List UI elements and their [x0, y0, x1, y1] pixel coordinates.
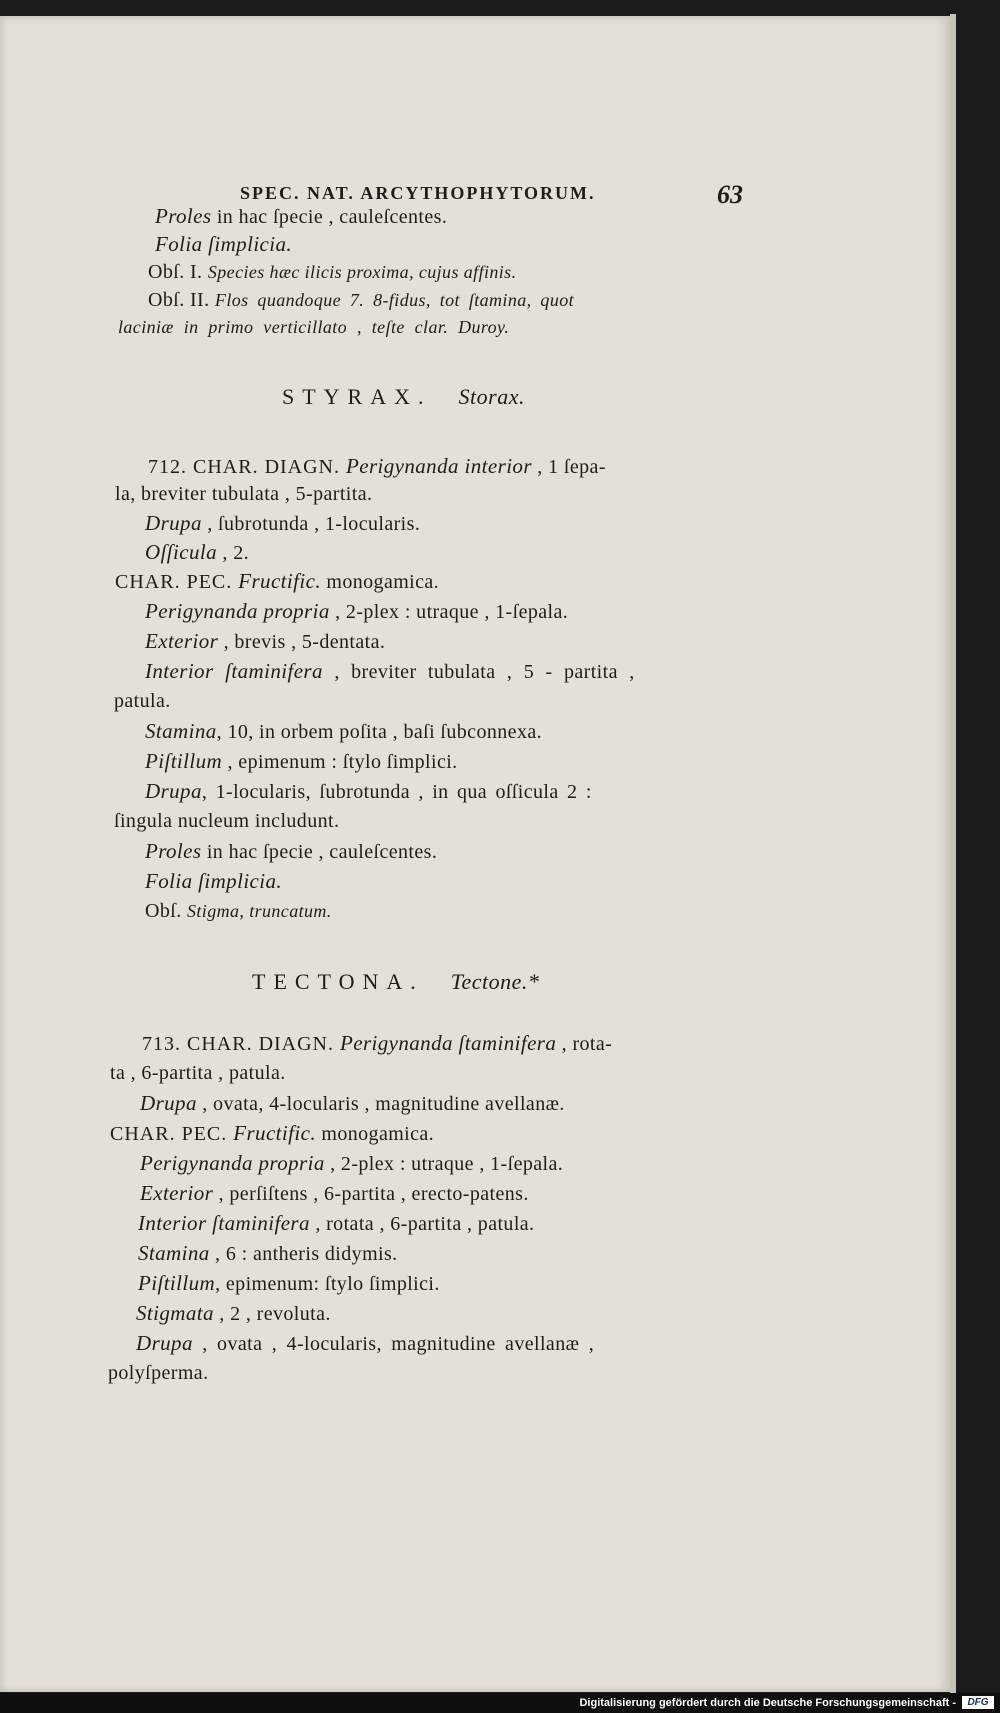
section-heading-tectona: TECTONA. Tectone.*	[252, 969, 540, 994]
page-number: 63	[717, 180, 743, 209]
text-line: Piſtillum, epimenum: ſtylo ſimplici.	[138, 1271, 440, 1295]
book-page	[0, 16, 950, 1692]
text-line: Perigynanda propria , 2-plex : utraque , 1-ſepala.	[145, 599, 569, 623]
text-line: Folia ſimplicia.	[155, 232, 293, 256]
text-line: Drupa , ovata, 4-locularis , magnitudine avellanæ.	[140, 1091, 565, 1115]
text-line: la, breviter tubulata , 5-partita.	[115, 483, 373, 505]
text-line: 712. CHAR. DIAGN. Perigynanda interior , 1 ſepa-	[148, 454, 606, 478]
text-line: Obſ. I. Species hæc ilicis proxima, cujus affinis.	[148, 261, 517, 283]
footer-bar	[0, 1693, 1000, 1713]
dfg-logo: DFG	[962, 1696, 994, 1709]
text-line: Exterior , perſiſtens , 6-partita , erecto-patens.	[140, 1181, 529, 1205]
text-line: laciniæ in primo verticillato , teſte clar. Duroy.	[118, 317, 510, 337]
text-line: Interior ſtaminifera , breviter tubulata , 5 - partita ,	[145, 659, 635, 683]
text-line: Exterior , brevis , 5-dentata.	[145, 629, 386, 653]
text-line: CHAR. PEC. Fructific. monogamica.	[115, 569, 440, 593]
text-line: ſingula nucleum includunt.	[114, 810, 340, 832]
text-line: Folia ſimplicia.	[145, 869, 283, 893]
text-line: ta , 6-partita , patula.	[110, 1062, 286, 1084]
text-line: CHAR. PEC. Fructific. monogamica.	[110, 1121, 435, 1145]
text-line: Obſ. Stigma, truncatum.	[145, 900, 332, 922]
running-head: SPEC. NAT. ARCYTHOPHYTORUM.	[240, 183, 596, 203]
page-edge	[950, 14, 956, 1694]
text-line: Drupa , ovata , 4-locularis, magnitudine avellanæ ,	[136, 1331, 595, 1355]
text-line: Perigynanda propria , 2-plex : utraque , 1-ſepala.	[140, 1151, 564, 1175]
text-line: Obſ. II. Flos quandoque 7. 8-fidus, tot ſtamina, quot	[148, 289, 575, 311]
text-line: Interior ſtaminifera , rotata , 6-partita , patula.	[138, 1211, 535, 1235]
text-line: Drupa , ſubrotunda , 1-locularis.	[145, 511, 421, 535]
text-line: polyſperma.	[108, 1362, 209, 1384]
text-line: Oſſicula , 2.	[145, 540, 250, 564]
text-line: Drupa, 1-locularis, ſubrotunda , in qua oſſicula 2 :	[145, 779, 592, 803]
text-line: Stamina , 6 : antheris didymis.	[138, 1241, 398, 1265]
text-line: Piſtillum , epimenum : ſtylo ſimplici.	[145, 749, 458, 773]
text-line: Proles in hac ſpecie , cauleſcentes.	[155, 204, 448, 228]
text-line: Stigmata , 2 , revoluta.	[136, 1301, 331, 1325]
footer-credit: Digitalisierung gefördert durch die Deutsche Forschungsgemeinschaft -	[579, 1697, 956, 1709]
section-heading-styrax: STYRAX. Storax.	[282, 384, 525, 409]
text-line: Proles in hac ſpecie , cauleſcentes.	[145, 839, 438, 863]
text-line: patula.	[114, 690, 171, 712]
text-line: 713. CHAR. DIAGN. Perigynanda ſtaminifera , rota-	[142, 1031, 613, 1055]
text-line: Stamina, 10, in orbem poſita , baſi ſubconnexa.	[145, 719, 543, 743]
